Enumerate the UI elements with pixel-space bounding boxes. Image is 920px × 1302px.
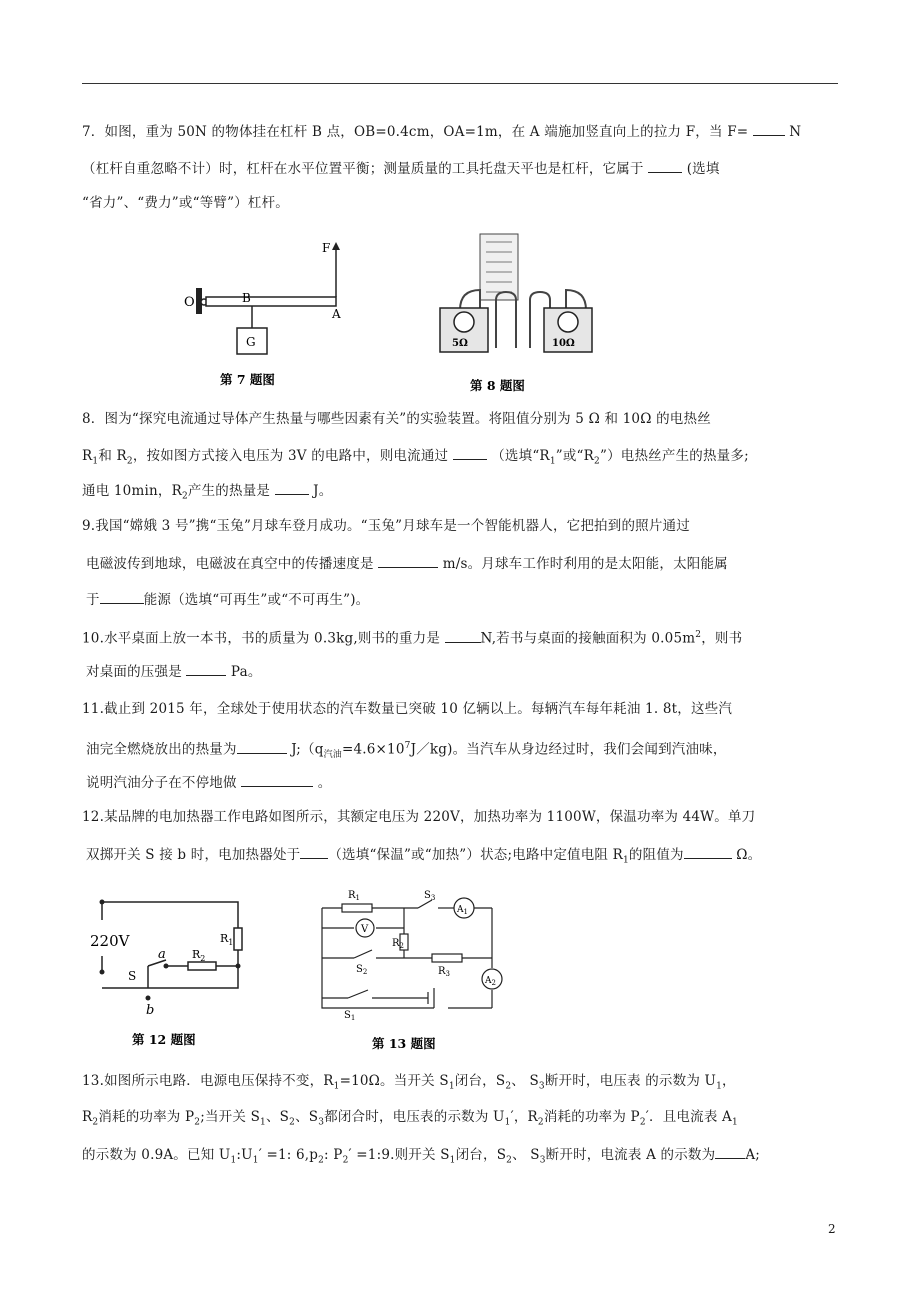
q8-sub: 2 — [126, 456, 133, 467]
fig12-b-label: b — [146, 1003, 155, 1018]
q11-text: 说明汽油分子在不停地做 — [86, 775, 237, 791]
q9-line2 — [86, 554, 728, 573]
q13-text: 闭台，S — [455, 1147, 507, 1163]
fig12-circuit-diagram — [88, 890, 258, 1056]
q13-text: ′，R — [510, 1109, 538, 1125]
q10-line1 — [82, 626, 742, 648]
fig8-caption: 第 8 题图 — [470, 378, 525, 393]
q13-sub: 3 — [318, 1117, 325, 1128]
q13-text: ;当开关 S — [200, 1109, 261, 1125]
q13-text: ′ =1:9.则开关 S — [348, 1147, 450, 1163]
header-rule — [82, 83, 838, 84]
q13-text: 闭台，S — [454, 1073, 506, 1089]
q13-sub: 2 — [639, 1117, 646, 1128]
q8-text-1: 8．图为“探究电流通过导体产生热量与哪些因素有关”的实验装置。将阻值分别为 5 Ω 和 10Ω 的电热丝 — [82, 411, 711, 427]
q7-text-3: “省力”、“费力”或“等臂”）杠杆。 — [82, 195, 290, 211]
fig7-label-g: G — [246, 335, 256, 349]
fig12-voltage-label: 220V — [90, 932, 130, 950]
q11-line2 — [86, 737, 727, 764]
q11-sub: 汽油 — [323, 750, 342, 761]
q7-blank-1 — [753, 122, 785, 136]
q13-sub: 2 — [506, 1155, 513, 1166]
q10-blank-2 — [186, 662, 226, 676]
q13-sub: 2 — [505, 1081, 512, 1092]
q13-text: 、S — [295, 1109, 319, 1125]
q11-text: 油完全燃烧放出的热量为 — [86, 741, 237, 758]
q8-text: 和 R — [98, 448, 127, 464]
fig13-a2-label: $A_2$ — [485, 976, 496, 987]
q7-text-2b: (选填 — [686, 161, 720, 177]
page-number: 2 — [828, 1222, 836, 1236]
q9-blank-1 — [378, 554, 438, 568]
q13-text: 、S — [265, 1109, 290, 1125]
q10-sup: 2 — [695, 630, 702, 640]
q7-line2 — [82, 159, 720, 178]
q13-text: A; — [745, 1147, 761, 1163]
q13-sub: 1 — [731, 1117, 738, 1128]
q10-text: N,若书与桌面的接触面积为 0.05m — [480, 630, 696, 647]
q13-text: : P — [324, 1147, 343, 1163]
q9-line3 — [86, 590, 369, 609]
q12-blank-1 — [300, 845, 328, 859]
fig13-s1-label: $S_1$ — [344, 1010, 356, 1022]
q12-blank-2 — [684, 845, 732, 859]
q13-blank-1 — [715, 1145, 745, 1159]
q12-text: 的阻值为 — [628, 847, 684, 863]
q13-sub: 1 — [230, 1155, 237, 1166]
q13-sub: 2 — [318, 1155, 325, 1166]
q12-text: Ω。 — [736, 847, 762, 863]
q9-line1 — [82, 517, 690, 535]
q8-line3 — [82, 481, 332, 506]
q8-line1 — [82, 410, 711, 428]
fig13-r2-label: $R_2$ — [392, 938, 404, 950]
fig13-r3-label: $R_3$ — [438, 966, 450, 978]
q12-line1 — [82, 808, 755, 826]
q13-line3 — [82, 1145, 760, 1170]
q10-blank-1 — [445, 629, 481, 643]
q13-sub: 1 — [504, 1117, 511, 1128]
q13-text: 都闭合时，电压表的示数为 U — [324, 1109, 505, 1125]
q11-text: J;（q — [291, 741, 324, 758]
fig7-lever-diagram — [176, 236, 366, 394]
fig13-s3-label: $S_3$ — [424, 890, 436, 902]
q13-text: 13.如图所示电路．电源电压保持不变，R — [82, 1073, 334, 1089]
q11-text: 11.截止到 2015 年，全球处于使用状态的汽车数量已突破 10 亿辆以上。每辆汽车每年耗油 1. 8t，这些汽 — [82, 701, 733, 717]
fig12-r2-label: $R_2$ — [192, 948, 206, 963]
q8-text: （选填“R — [491, 448, 550, 464]
q13-line2 — [82, 1108, 738, 1132]
fig8-coil-left — [454, 312, 474, 332]
q13-sub: 1 — [716, 1081, 723, 1092]
q8-sub: 1 — [549, 456, 556, 467]
q13-text: =10Ω。当开关 S — [339, 1073, 449, 1089]
q12-sub: 1 — [622, 855, 629, 866]
q8-text: ”或“R — [555, 448, 595, 464]
q13-sub: 1 — [260, 1117, 266, 1128]
q8-text: ”）电热丝产生的热量多; — [599, 448, 749, 464]
q13-sub: 1 — [448, 1081, 455, 1092]
q13-sub: 3 — [539, 1155, 546, 1166]
fig12-r2-resistor — [188, 962, 216, 970]
fig8-r2-label: 10Ω — [552, 338, 575, 349]
q13-sub: 3 — [538, 1081, 545, 1092]
q13-text: ， — [722, 1073, 736, 1089]
q12-text: 双掷开关 S 接 b 时，电加热器处于 — [86, 847, 301, 863]
fig13-caption: 第 13 题图 — [372, 1036, 436, 1051]
q13-sub: 1 — [252, 1155, 259, 1166]
q13-text: ′ =1: 6,p — [258, 1147, 319, 1163]
q13-sub: 1 — [333, 1081, 340, 1092]
fig7-label-o: O — [184, 295, 195, 310]
q9-blank-2 — [100, 590, 144, 604]
q13-text: :U — [236, 1147, 253, 1163]
q9-text: 于 — [86, 592, 100, 608]
q11-blank-2 — [241, 773, 313, 787]
q13-sub: 2 — [342, 1155, 349, 1166]
q13-text: 、 S — [512, 1147, 540, 1163]
fig8-apparatus-diagram — [430, 230, 600, 396]
fig12-r1-resistor — [234, 928, 242, 950]
q13-text: 消耗的功率为 P — [543, 1109, 640, 1125]
q11-line3 — [86, 773, 331, 792]
q13-sub: 2 — [289, 1117, 296, 1128]
fig13-r1-label: $R_1$ — [348, 890, 360, 902]
fig13-voltmeter-label: V — [361, 924, 369, 935]
fig13-r1-resistor — [342, 904, 372, 912]
fig7-label-f: F — [322, 241, 331, 255]
q11-blank-1 — [237, 740, 287, 754]
fig7-label-a: A — [332, 307, 341, 321]
q8-sub: 2 — [594, 456, 600, 467]
q13-sub: 2 — [92, 1117, 99, 1128]
q12-line2 — [86, 845, 761, 870]
q8-sub: 1 — [92, 456, 99, 467]
q13-text: ′．且电流表 A — [645, 1109, 732, 1125]
q9-text: m/s。月球车工作时利用的是太阳能，太阳能属 — [442, 556, 728, 572]
q13-sub: 1 — [449, 1155, 456, 1166]
fig8-r1-label: 5Ω — [452, 338, 468, 349]
q7-blank-2 — [648, 159, 682, 173]
q10-text: 对桌面的压强是 — [86, 664, 182, 680]
q13-sub: 2 — [194, 1117, 201, 1128]
q10-text: Pa。 — [230, 664, 262, 680]
q8-line2 — [82, 446, 749, 471]
q11-text: J／kg)。当汽车从身边经过时，我们会闻到汽油味， — [410, 741, 727, 758]
q7-text-2a: （杠杆自重忽略不计）时，杠杆在水平位置平衡；测量质量的工具托盘天平也是杠杆，它属于 — [82, 161, 644, 177]
q13-line1 — [82, 1072, 736, 1096]
q12-text: 12.某品牌的电加热器工作电路如图所示，其额定电压为 220V，加热功率为 1100W，保温功率为 44W。单刀 — [82, 809, 756, 825]
fig7-force-arrow — [332, 242, 340, 250]
q8-blank-1 — [453, 446, 487, 460]
fig7-caption: 第 7 题图 — [220, 372, 275, 387]
q11-text: =4.6×10 — [341, 741, 405, 758]
q10-text: ，则书 — [701, 630, 743, 647]
q13-sub: 2 — [537, 1117, 544, 1128]
fig13-a1-label: $A_1$ — [457, 905, 468, 916]
q13-text: 、 S — [511, 1073, 539, 1089]
q9-text: 能源（选填“可再生”或“不可再生”)。 — [143, 592, 370, 608]
q11-text: 。 — [317, 775, 332, 791]
q11-line1 — [82, 700, 732, 718]
q7-text-1-end: N — [789, 124, 802, 140]
q10-text: 10.水平桌面上放一本书，书的质量为 0.3kg,则书的重力是 — [82, 630, 441, 647]
q13-text: 断开时，电流表 A 的示数为 — [545, 1147, 716, 1163]
fig12-s-label: S — [128, 969, 137, 983]
fig7-lever-bar — [206, 297, 336, 306]
q12-text: （选填“保温”或“加热”）状态;电路中定值电阻 R — [328, 847, 623, 863]
fig12-a-label: a — [158, 947, 166, 962]
fig12-r1-label: $R_1$ — [220, 932, 234, 947]
q8-text: J。 — [313, 483, 333, 499]
q8-text: 通电 10min，R — [82, 483, 182, 499]
q7-line1 — [82, 122, 801, 141]
fig8-scale — [480, 234, 518, 300]
q13-text: 的示数为 0.9A。已知 U — [82, 1147, 231, 1163]
q8-text: ，按如图方式接入电压为 3V 的电路中，则电流通过 — [132, 448, 449, 464]
q13-text: 断开时，电压表 的示数为 U — [544, 1073, 717, 1089]
fig7-label-b: B — [242, 291, 251, 305]
fig8-coil-right — [558, 312, 578, 332]
q10-line2 — [86, 662, 262, 681]
q7-text-1: 7．如图，重为 50N 的物体挂在杠杆 B 点，OB=0.4cm，OA=1m，在 A 端施加竖直向上的拉力 F，当 F= — [82, 124, 749, 140]
fig13-r3-resistor — [432, 954, 462, 962]
q9-text: 电磁波传到地球，电磁波在真空中的传播速度是 — [86, 556, 374, 572]
q8-sub: 2 — [181, 491, 188, 502]
q8-r: R — [82, 448, 93, 464]
q7-line3 — [82, 194, 289, 212]
fig13-circuit-diagram — [314, 884, 504, 1056]
q9-text: 9.我国“嫦娥 3 号”携“玉兔”月球车登月成功。“玉兔”月球车是一个智能机器人，它把拍到的照片通过 — [82, 518, 690, 534]
q8-blank-2 — [275, 481, 309, 495]
q8-text: 产生的热量是 — [187, 483, 271, 499]
q13-text: 消耗的功率为 P — [98, 1109, 195, 1125]
fig13-s2-label: $S_2$ — [356, 964, 368, 976]
q13-text: R — [82, 1109, 93, 1125]
fig12-caption: 第 12 题图 — [132, 1032, 196, 1047]
q11-sup: 7 — [404, 741, 411, 751]
